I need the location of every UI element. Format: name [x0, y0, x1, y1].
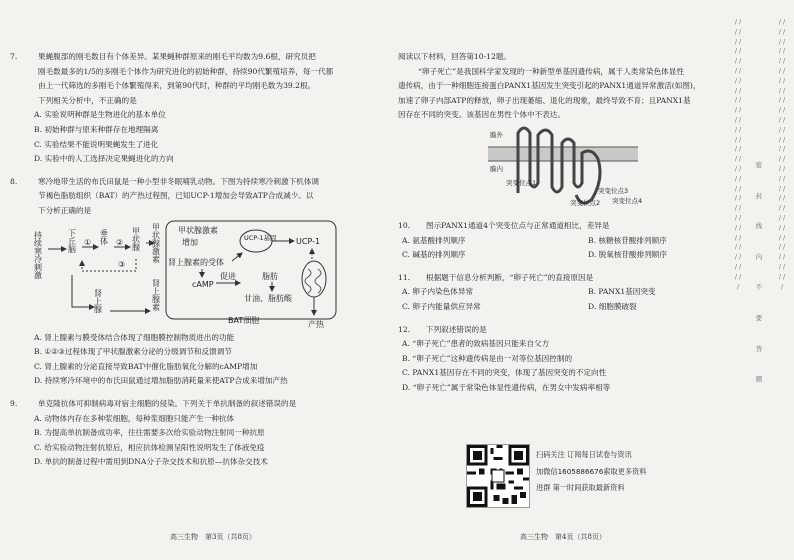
- camp-label: cAMP: [192, 279, 214, 289]
- option-d: D. 持续寒冷环境中的布氏田鼠通过增加脂肪消耗量来使ATP合成来增加产热: [34, 376, 288, 386]
- question-number: 8.: [10, 176, 18, 186]
- question-stem: 根据题干信息分析判断，“卵子死亡”的直接原因是: [426, 272, 594, 282]
- bat-cell-label: BAT细胞: [228, 315, 260, 325]
- bat-regulation-diagram: [32, 219, 362, 331]
- panx1-membrane-diagram: [398, 123, 728, 219]
- question-line: 寒冷地带生活的布氏田鼠是一种小型非冬眠哺乳动物。下图为持续寒冷刺激下机体调: [38, 176, 319, 186]
- membrane-outside-label: 膜外: [490, 130, 503, 139]
- option-c: C. 给实验动物注射抗原后，相应抗体检测呈阳性说明发生了体液免疫: [34, 442, 265, 452]
- option-c: C. 肾上腺素的分泌直接导致BAT中催化脂肪氧化分解的cAMP增加: [34, 361, 258, 371]
- circle-2: ②: [116, 237, 124, 247]
- promo-line: 进群 第一时间获取最新资料: [536, 483, 625, 492]
- pituitary-label: 垂体: [99, 228, 109, 245]
- option-b: B. 为提高单抗制备成功率，往往需要多次给实验动物注射同一种抗原: [34, 428, 265, 438]
- option-b: B. ①②③过程体现了甲状腺激素分泌的分级调节和反馈调节: [34, 347, 232, 357]
- passage-line: “卵子死亡”是我国科学家发现的一种新型单基因遗传病，属于人类常染色体显性: [418, 66, 684, 76]
- option-d: D. 实验中的人工选择决定果蝇进化的方向: [34, 154, 174, 164]
- warning-char: 内: [755, 252, 763, 261]
- thyroid-hormone-label: 甲状腺激素: [178, 225, 218, 235]
- circle-3: ③: [118, 259, 126, 269]
- question-number: 11.: [398, 272, 411, 282]
- question-number: 7.: [10, 52, 18, 61]
- warning-char: 答: [755, 344, 763, 353]
- question-line: 节褐色脂肪组织（BAT）的产热过程图，已知UCP-1增加会导致ATP合成减少。以: [38, 191, 314, 201]
- ucp-gene-label: UCP-1基因: [244, 233, 277, 242]
- option-a: A. 实验说明种群是生物进化的基本单位: [34, 110, 166, 120]
- binding-warning: [753, 20, 765, 385]
- option-c: C. PANX1基因存在不同的突变，体现了基因突变的不定向性: [402, 368, 607, 378]
- site-3-label: 突变位点3: [598, 186, 629, 195]
- right-column: [398, 50, 728, 396]
- option-d: D. 脱氧核苷酸排列顺序: [588, 250, 667, 260]
- option-d: D. 单抗的制备过程中需用到DNA分子杂交技术和抗原—抗体杂交技术: [34, 457, 268, 467]
- option-b: B. 核糖核苷酸排列顺序: [588, 235, 667, 245]
- ucp1-label: UCP-1: [296, 236, 321, 246]
- question-number: 12.: [398, 324, 411, 334]
- receptor-label: 肾上腺素的受体: [168, 257, 224, 267]
- right-footer: 高三生物 第4页（共8页）: [520, 533, 606, 541]
- option-c: C. 实验结果不能说明果蝇发生了进化: [34, 139, 159, 149]
- question-line: 单克隆抗体可抑制病毒对宿主细胞的侵染。下列关于单抗制备的叙述错误的是: [38, 398, 297, 408]
- promote-label: 促进: [220, 271, 236, 281]
- question-line: 刚毛数最多的1/5的多刚毛个体作为研究进化的初始种群，持续90代繁殖培养，每一代都: [38, 66, 334, 76]
- increase-label: 增加: [182, 237, 198, 247]
- option-a: A. 肾上腺素与膜受体结合体现了细胞膜控制物质进出的功能: [34, 332, 235, 342]
- option-d: D. “卵子死亡”属于常染色体显性遗传病，在男女中发病率相等: [402, 382, 611, 392]
- adrenal-label: 肾上腺: [93, 288, 103, 313]
- option-c: C. 卵子内能量供应异常: [402, 301, 481, 311]
- question-number: 10.: [398, 220, 411, 230]
- question-9: [10, 397, 360, 470]
- warning-char: 密: [755, 161, 763, 169]
- option-b: B. 初始种群与原来种群存在地理隔离: [34, 124, 159, 134]
- promo-line: 加微信1605886676索取更多资料: [536, 466, 647, 476]
- question-line: 果蝇腹部的刚毛数目有个体差异。某果蝇种群原来的刚毛平均数为9.6根，研究员把: [38, 52, 316, 61]
- binding-dashes: / / / / / / / / / / / / / / / / / / / / / / / / / / / / / / / / / / / / / / / / / / / / / / / / / / / / / / /: [734, 19, 742, 291]
- left-column: [10, 50, 360, 470]
- option-b: B. PANX1基因突变: [588, 287, 656, 297]
- left-footer: 高三生物 第3页（共8页）: [170, 533, 256, 541]
- question-12: [398, 323, 728, 396]
- option-a: A. 氨基酸排列顺序: [402, 235, 466, 245]
- circle-1: ①: [84, 237, 92, 247]
- option-b: B. “卵子死亡”这种遗传病是由一对等位基因控制的: [402, 353, 573, 363]
- qr-code: [466, 444, 530, 508]
- heat-label: 产热: [308, 319, 324, 329]
- warning-char: 线: [755, 222, 763, 231]
- stimulus-label: 持续寒冷刺激: [33, 230, 43, 279]
- qr-promo-text: [536, 447, 646, 497]
- adrenaline-vertical: 肾上腺素: [151, 278, 161, 311]
- site-1-label: 突变位点1: [506, 178, 537, 187]
- reading-intro: 阅读以下材料，回答第10-12题。: [398, 52, 512, 61]
- question-11: [398, 271, 728, 315]
- question-7: [10, 50, 360, 167]
- question-line: 下分析正确的是: [38, 205, 92, 215]
- binding-dashes: / / / / / / / / / / / / / / / / / / / / / / / / / / / / / / / / / / / / / / / / / / / / / / / / / / / / / / /: [778, 19, 786, 291]
- fat-label: 脂肪: [262, 271, 278, 281]
- promo-line: 扫码关注 订阅每日试卷与资讯: [536, 450, 632, 459]
- thyroid-label: 甲状腺: [131, 226, 141, 251]
- option-a: A. “卵子死亡”患者的致病基因只能来自父方: [402, 339, 550, 349]
- passage-line: 遗传病，由于一种细胞连接蛋白PANX1基因发生突变引起的PANX1通道异常激活(如图)，: [398, 81, 701, 91]
- passage-line: 因存在不同的突变。该基因在男性个体中不表达。: [398, 110, 566, 120]
- site-4-label: 突变位点4: [612, 196, 643, 205]
- site-2-label: 突变位点2: [570, 198, 601, 207]
- warning-char: 封: [755, 191, 763, 200]
- option-a: A. 卵子内染色体异常: [402, 287, 474, 297]
- glycerol-label: 甘油、脂肪酸: [244, 293, 292, 303]
- warning-char: 题: [755, 375, 763, 384]
- option-c: C. 碱基的排列顺序: [402, 250, 466, 260]
- passage-line: 加速了卵子内部ATP的释放，卵子出现萎缩、退化的现象，最终导致不育；且PANX1基: [398, 95, 691, 105]
- question-number: 9.: [10, 398, 18, 408]
- question-stem: 图示PANX1通道4个突变位点与正常通道相比，差异是: [426, 220, 610, 230]
- warning-char: 不: [755, 283, 763, 292]
- question-line: 由上一代筛选的多刚毛个体繁殖得来，到第90代时，种群的平均刚毛数为39.2根。: [38, 81, 316, 91]
- membrane-inside-label: 膜内: [490, 164, 503, 173]
- question-8: [10, 175, 360, 389]
- warning-char: 要: [755, 313, 763, 322]
- question-10: [398, 219, 728, 263]
- question-line: 下列相关分析中，不正确的是: [38, 95, 137, 105]
- question-stem: 下列叙述错误的是: [426, 324, 487, 334]
- option-a: A. 动物体内存在多种浆细胞，每种浆细胞只能产生一种抗体: [34, 413, 235, 423]
- thyroid-hormone-vertical: 甲状腺激素: [151, 222, 161, 263]
- hypothalamus-label: 下丘脑: [67, 228, 77, 253]
- option-d: D. 细胞膜破裂: [588, 301, 637, 311]
